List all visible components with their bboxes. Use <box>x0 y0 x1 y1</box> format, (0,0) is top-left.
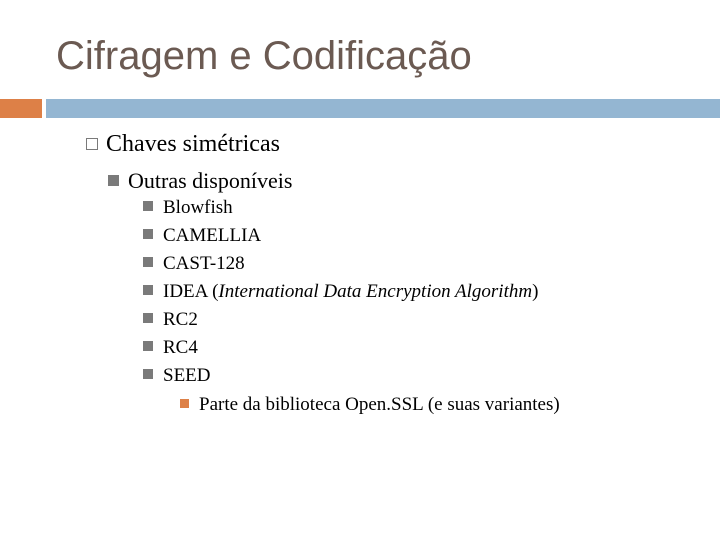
algorithm-item <box>143 225 261 247</box>
bullet-level1 <box>86 131 280 158</box>
bullet-level2-text: Outras disponíveis <box>128 168 293 193</box>
square-bullet-icon <box>143 201 153 211</box>
accent-bar-blue <box>46 99 720 118</box>
algorithm-label: SEED <box>163 365 211 386</box>
algorithm-item <box>143 337 198 359</box>
square-bullet-icon <box>143 313 153 323</box>
algorithm-label: IDEA ( <box>163 281 219 302</box>
box-bullet-icon <box>86 138 98 150</box>
bullet-level4 <box>180 394 560 416</box>
square-bullet-icon <box>143 257 153 267</box>
algorithm-item <box>143 309 198 331</box>
bullet-level2 <box>108 168 292 194</box>
square-bullet-icon <box>143 285 153 295</box>
square-bullet-icon <box>143 369 153 379</box>
bullet-level1-text: Chaves simétricas <box>106 131 280 157</box>
algorithm-item <box>143 281 538 303</box>
slide-title: Cifragem e Codificação <box>56 34 472 78</box>
algorithm-item <box>143 197 233 219</box>
algorithm-item <box>143 253 245 275</box>
bullet-level4-text: Parte da biblioteca Open.SSL (e suas variantes) <box>199 394 560 415</box>
accent-bar-orange <box>0 99 42 118</box>
algorithm-label: RC4 <box>163 337 198 358</box>
algorithm-label: CAST-128 <box>163 253 245 274</box>
square-bullet-icon <box>180 399 189 408</box>
square-bullet-icon <box>108 175 119 186</box>
square-bullet-icon <box>143 229 153 239</box>
algorithm-full-name: International Data Encryption Algorithm <box>218 281 533 302</box>
square-bullet-icon <box>143 341 153 351</box>
algorithm-label: Blowfish <box>163 197 233 218</box>
algorithm-label: RC2 <box>163 309 198 330</box>
algorithm-label: CAMELLIA <box>163 225 262 246</box>
algorithm-item <box>143 365 211 387</box>
algorithm-suffix: ) <box>532 281 539 302</box>
